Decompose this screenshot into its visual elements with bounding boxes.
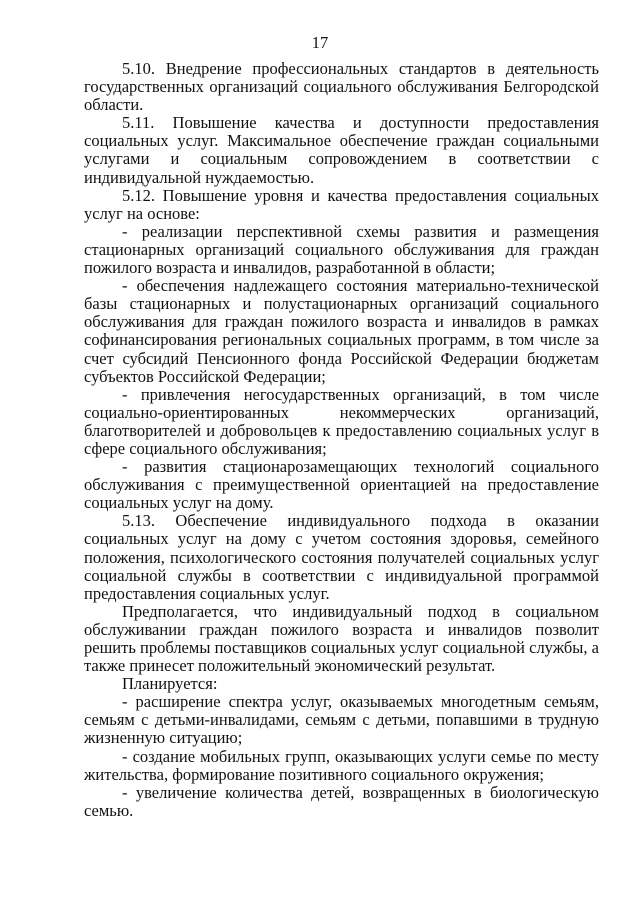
paragraph-5-11: 5.11. Повышение качества и доступности предоставления социальных услуг. Максимальное обеспечение граждан социальными услугами и социальным сопровождением в соответствии с индивидуальной нуждаемостью.	[84, 113, 599, 187]
document-body	[84, 60, 599, 820]
paragraph-planned: Планируется:	[122, 674, 218, 694]
list-item-service-expansion: - расширение спектра услуг, оказываемых многодетным семьям, семьям с детьми-инвалидами, семьям с детьми, попавшими в трудную жизненную ситуацию;	[84, 692, 599, 748]
list-item-inpatient-replacing: - развития стационарозамещающих технологий социального обслуживания с преимущественной ориентацией на предоставление социальных услуг на дому.	[84, 457, 599, 513]
page-number: 17	[311, 33, 329, 52]
list-item-children-returned: - увеличение количества детей, возвращенных в биологическую семью.	[84, 782, 599, 820]
list-item-nongovernmental: - привлечения негосударственных организаций, в том числе социально-ориентированных некоммерческих организаций, благотворителей и добровольцев к предоставлению социальных услуг в сфере социального обслуживания;	[84, 384, 599, 458]
paragraph-5-10: 5.10. Внедрение профессиональных стандартов в деятельность государственных организаций социального обслуживания Белгородской области.	[84, 59, 599, 115]
paragraph-5-12: 5.12. Повышение уровня и качества предоставления социальных услуг на основе:	[84, 185, 599, 223]
list-item-material-base: - обеспечения надлежащего состояния материально-технической базы стационарных и полустационарных организаций социального обслуживания для граждан пожилого возраста и инвалидов в рамках софинансирования региональных социальных программ, в том числе за счет субсидий Пенсионного фонда Российской Федерации бюджетам субъектов Российской Федерации;	[84, 276, 599, 386]
list-item-schema: - реализации перспективной схемы развития и размещения стационарных организаций социального обслуживания для граждан пожилого возраста и инвалидов, разработанной в области;	[84, 221, 599, 278]
list-item-mobile-groups: - создание мобильных групп, оказывающих услуги семье по месту жительства, формирование позитивного социального окружения;	[84, 746, 599, 784]
paragraph-assumption: Предполагается, что индивидуальный подход в социальном обслуживании граждан пожилого возраста и инвалидов позволит решить проблемы поставщиков социальных услуг социальной службы, а также принесет положительный экономический результат.	[84, 601, 599, 676]
paragraph-5-13: 5.13. Обеспечение индивидуального подхода в оказании социальных услуг на дому с учетом состояния здоровья, семейного положения, психологического состояния получателей социальных услуг социальной службы в соответствии с индивидуальной программой предоставления социальных услуг.	[84, 511, 599, 603]
